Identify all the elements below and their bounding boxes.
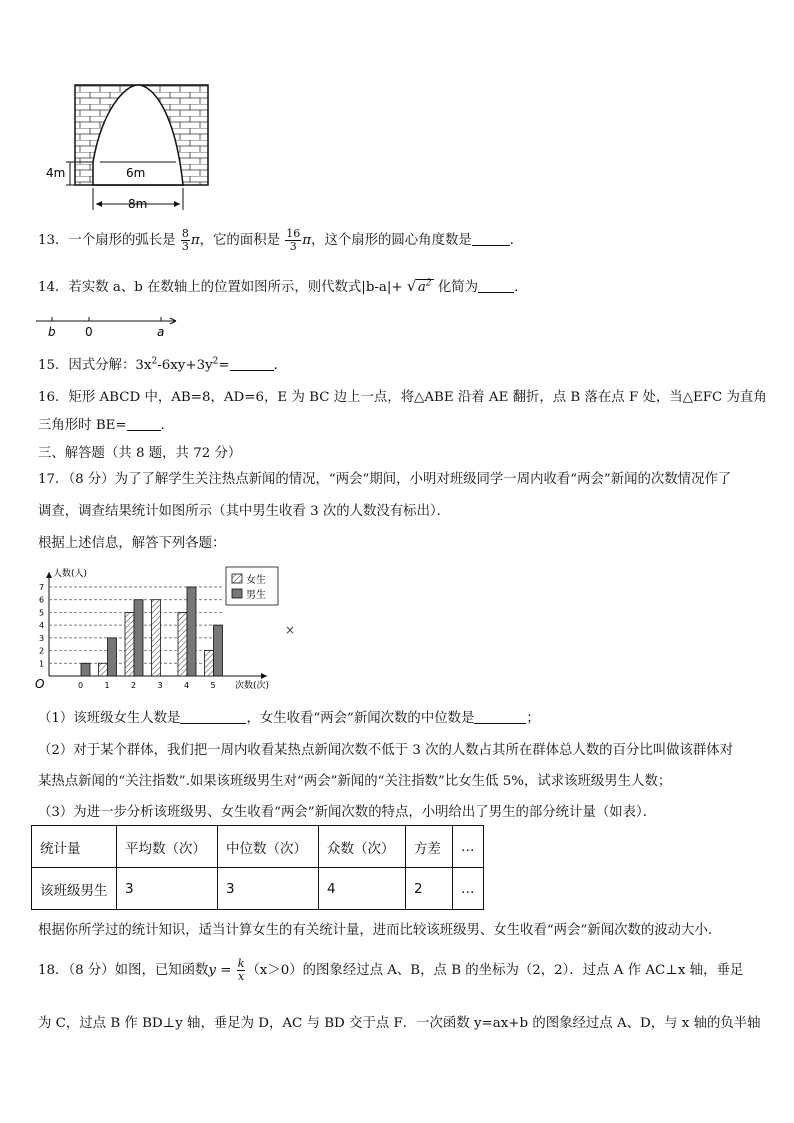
table-cell: 2 [406,868,453,910]
origin-label: O [35,677,45,691]
question-17-line3: 根据上述信息，解答下列各题： [38,536,226,551]
x-axis-arrow [261,673,267,679]
numberline-label-b: b [48,325,56,339]
legend-swatch [232,574,242,583]
question-17-sub2-line1: （2）对于某个群体，我们把一周内收看某热点新闻次数不低于 3 次的人数占其所在群体总人数的百分比叫做该群体对 [38,743,734,758]
numberline-label-0: 0 [85,325,93,339]
y-axis-title: 人数(人) [53,569,88,579]
table-cell: … [453,868,484,910]
bar-male [214,625,223,676]
y-tick-label: 7 [39,583,45,592]
sqrt-expression: √ $a^2$ [406,276,432,295]
table-header-cell: 中位数（次） [218,826,319,868]
male-statistics-table [31,825,484,910]
bar-female [178,612,187,676]
bar-male [81,663,90,676]
table-header-cell: 众数（次） [319,826,406,868]
bar-male [187,587,196,676]
table-row [32,868,484,910]
bar-female [205,651,214,676]
answer-blank-16[interactable] [127,417,161,431]
number-line-figure [34,312,184,342]
bar-female [152,600,161,676]
question-17-conclusion: 根据你所学过的统计知识，适当计算女生的有关统计量，进而比较该班级男、女生收看“两会”新闻次数的波动大小. [38,923,713,938]
table-header-row [32,826,484,868]
bar-female [99,663,108,676]
table-header-cell: 统计量 [32,826,117,868]
bar-female [125,612,134,676]
table-header-cell: 方差 [406,826,453,868]
x-tick-label: 0 [78,681,84,690]
stray-mark: × [285,623,296,637]
answer-blank-17-1a[interactable] [180,710,246,724]
y-tick-label: 6 [39,595,45,605]
question-16-line1: 16．矩形 ABCD 中，AB=8，AD=6，E 为 BC 边上一点，将△ABE 沿着 AE 翻折，点 B 落在点 F 处，当△EFC 为直角 [38,390,767,405]
y-axis-arrow [46,572,52,578]
y-tick-label: 1 [39,659,45,669]
section-heading: 三、解答题（共 8 题，共 72 分） [38,446,242,461]
x-axis-title: 次数(次) [235,681,270,691]
answer-blank-13[interactable] [472,232,510,246]
table-cell: 3 [117,868,218,910]
question-15: 15．因式分解：$3x^2-6xy+3y^2=$ ． [38,356,288,373]
question-13: 13．一个扇形的弧长是 $\frac{8}{3}$ π，它的面积是 $\frac{16}{3}$ π，这个扇形的圆心角度数是 ． [38,227,524,253]
question-17-line2: 调查，调查结果统计如图所示（其中男生收看 3 次的人数没有标出）． [38,504,451,519]
answer-blank-14[interactable] [478,279,514,293]
y-tick-label: 2 [39,646,45,656]
views-bar-chart [33,562,303,692]
y-tick-label: 5 [39,608,45,618]
fraction-area: $\frac{16}{3}$ [286,227,301,253]
fraction-arc-length: $\frac{8}{3}$ [181,227,189,253]
question-14: 14．若实数 a、b 在数轴上的位置如图所示，则代数式|b-a|+ √ $a^2$ 化简为 ． [38,276,528,295]
legend-label: 男生 [246,590,266,601]
bar-male [108,638,117,676]
arch-inner-width-label: 6m [126,166,146,180]
arch-height-label: 4m [46,166,66,180]
y-tick-label: 3 [39,633,45,643]
question-17-sub2-line2: 某热点新闻的“关注指数”.如果该班级男生对“两会”新闻的“关注指数”比女生低 5%，试求该班级男生人数； [38,774,672,789]
bar-male [134,600,143,676]
x-tick-label: 4 [184,681,190,690]
numberline-label-a: a [157,325,165,339]
table-cell: 该班级男生 [32,868,117,910]
x-tick-label: 5 [210,681,216,690]
question-16-line2: 三角形时 BE= ． [38,418,175,433]
fraction-k-over-x: $\frac{k}{x}$ [237,957,245,983]
arch-wall-diagram [40,80,220,216]
table-header-cell: 平均数（次） [117,826,218,868]
legend-label: 女生 [246,575,266,586]
question-18-line2: 为 C，过点 B 作 BD⊥y 轴，垂足为 D，AC 与 BD 交于点 F．一次函数 y=ax+b 的图象经过点 A、D，与 x 轴的负半轴 [38,1016,761,1031]
question-18-line1: 18．（8 分）如图，已知函数y = $\frac{k}{x}$ （x＞0）的图象经过点 A、B，点 B 的坐标为（2，2）．过点 A 作 AC⊥x 轴，垂足 [38,957,744,983]
bar-chart-svg [33,562,303,692]
x-tick-label: 3 [157,681,163,690]
x-tick-label: 1 [104,681,110,690]
table-header-cell: … [453,826,484,868]
question-17-sub3: （3）为进一步分析该班级男、女生收看“两会”新闻次数的特点，小明给出了男生的部分统计量（如表）． [38,805,657,820]
question-17-line1: 17．（8 分）为了了解学生关注热点新闻的情况，“两会”期间，小明对班级同学一周内收看“两会”新闻的次数情况作了 [38,472,732,487]
arch-wall-figure [40,80,220,216]
arch-outer-width-label: 8m [128,197,148,211]
answer-blank-17-1b[interactable] [474,710,526,724]
x-tick-label: 2 [131,681,137,690]
question-17-sub1: （1）该班级女生人数是 ，女生收看“两会”新闻次数的中位数是 ； [38,711,540,726]
number-line [34,312,184,342]
legend-swatch [232,589,242,598]
y-tick-label: 4 [39,621,45,631]
answer-blank-15[interactable] [230,357,274,371]
table-cell: 3 [218,868,319,910]
table-cell: 4 [319,868,406,910]
